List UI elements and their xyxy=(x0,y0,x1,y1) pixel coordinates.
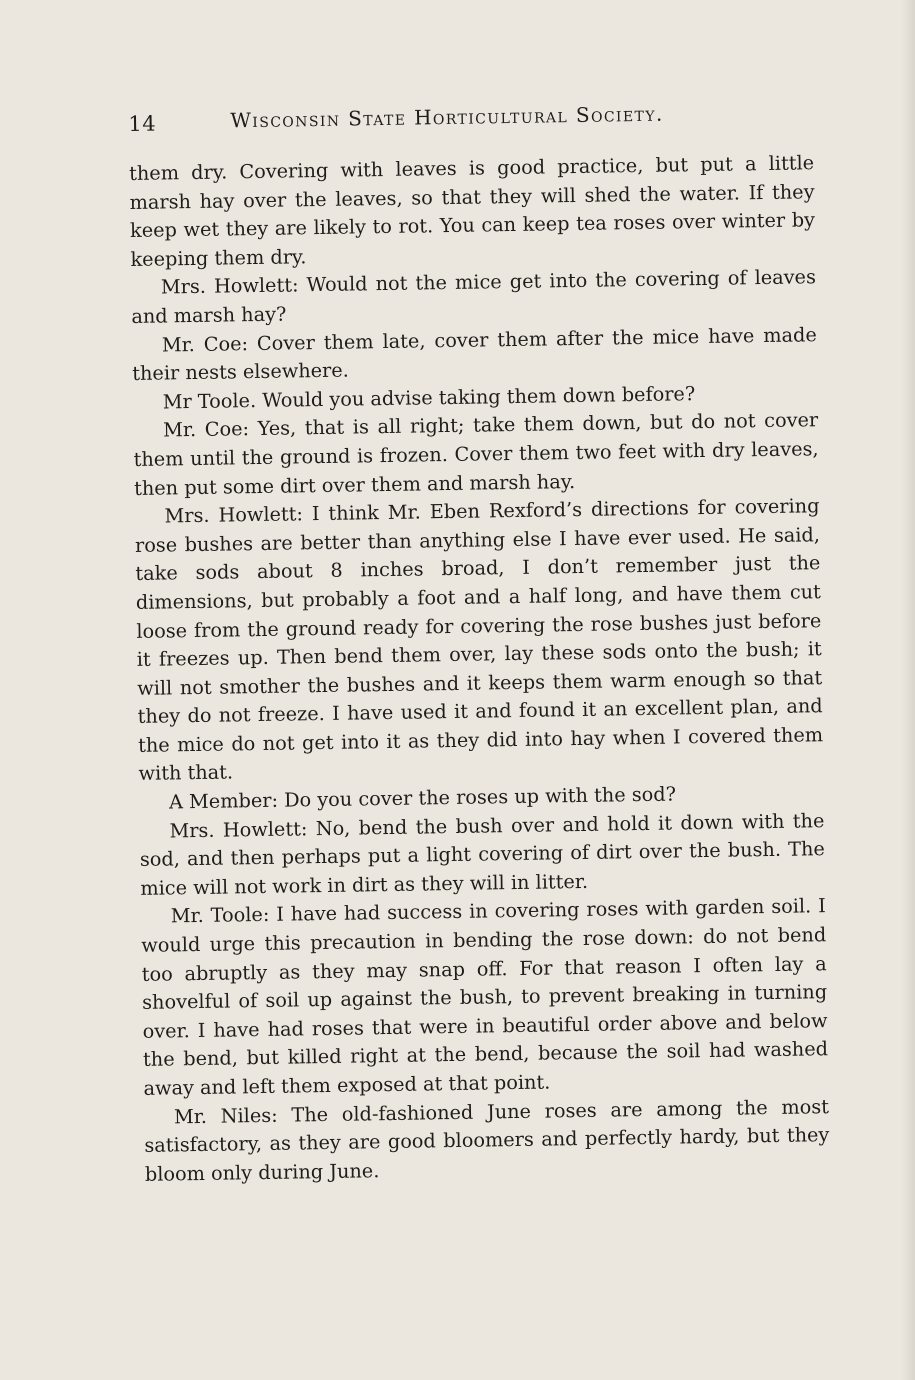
page-content xyxy=(128,89,830,1189)
paragraph-howlett-rexford: Mrs. Howlett: I think Mr. Eben Rexford’s directions for covering rose bushes are better than anything else I have ever used. He said, take sods about 8 inches broad, I don’t remember just the dimensions, but probably a foot and a half long, and have them cut loose from the ground ready for covering the rose bushes just before it freezes up. Then bend them over, lay these sods onto the bush; it will not smother the bushes and it keeps them warm enough so that they do not freeze. I have used it and found it an excellent plan, and the mice do not get into it as they did into hay when I covered them with that. xyxy=(134,494,824,786)
paragraph-toole-question: Mr Toole. Would you advise taking them down before? xyxy=(162,381,696,414)
body-text xyxy=(129,149,830,1189)
paragraph-coe-reply: Mr. Coe: Yes, that is all right; take them down, but do not cover them until the ground is frozen. Cover them two feet with dry leaves, then put some dirt over them and marsh hay. xyxy=(133,408,819,500)
paragraph-member-question: A Member: Do you cover the roses up with the sod? xyxy=(168,782,677,814)
running-head: Wisconsin State Horticultural Society. xyxy=(230,101,664,133)
paragraph-continuation: them dry. Covering with leaves is good practice, but put a little marsh hay over the leaves, so that they will shed the water. If they keep wet they are likely to rot. You can keep tea roses over winter by keeping them dry. xyxy=(128,151,816,271)
page-header xyxy=(128,89,814,140)
paragraph-toole-soil: Mr. Toole: I have had success in covering roses with garden soil. I would urge this precaution in bending the rose down: do not bend too abruptly as they may snap off. For that reason I often lay a shovelful of soil up against the bush, to prevent breaking in turning over. I have had roses that were in beautiful order above and below the bend, but killed right at the bend, because the soil had washed away and left them exposed at that point. xyxy=(141,894,829,1100)
paragraph-howlett-question: Mrs. Howlett: Would not the mice get into the covering of leaves and marsh hay? xyxy=(131,265,817,328)
paragraph-howlett-reply: Mrs. Howlett: No, bend the bush over and hold it down with the sod, and then perhaps put a light covering of dirt over the bush. The mice will not work in dirt as they will in litter. xyxy=(139,808,826,900)
page-edge-shadow xyxy=(901,0,915,1380)
paragraph-coe-answer: Mr. Coe: Cover them late, cover them after the mice have made their nests elsewhere. xyxy=(132,322,817,386)
page-number: 14 xyxy=(128,111,157,136)
paragraph-niles-june-roses: Mr. Niles: The old-fashioned June roses are among the most satisfactory, as they are good bloomers and perfectly hardy, but they bloom only during June. xyxy=(144,1094,830,1186)
